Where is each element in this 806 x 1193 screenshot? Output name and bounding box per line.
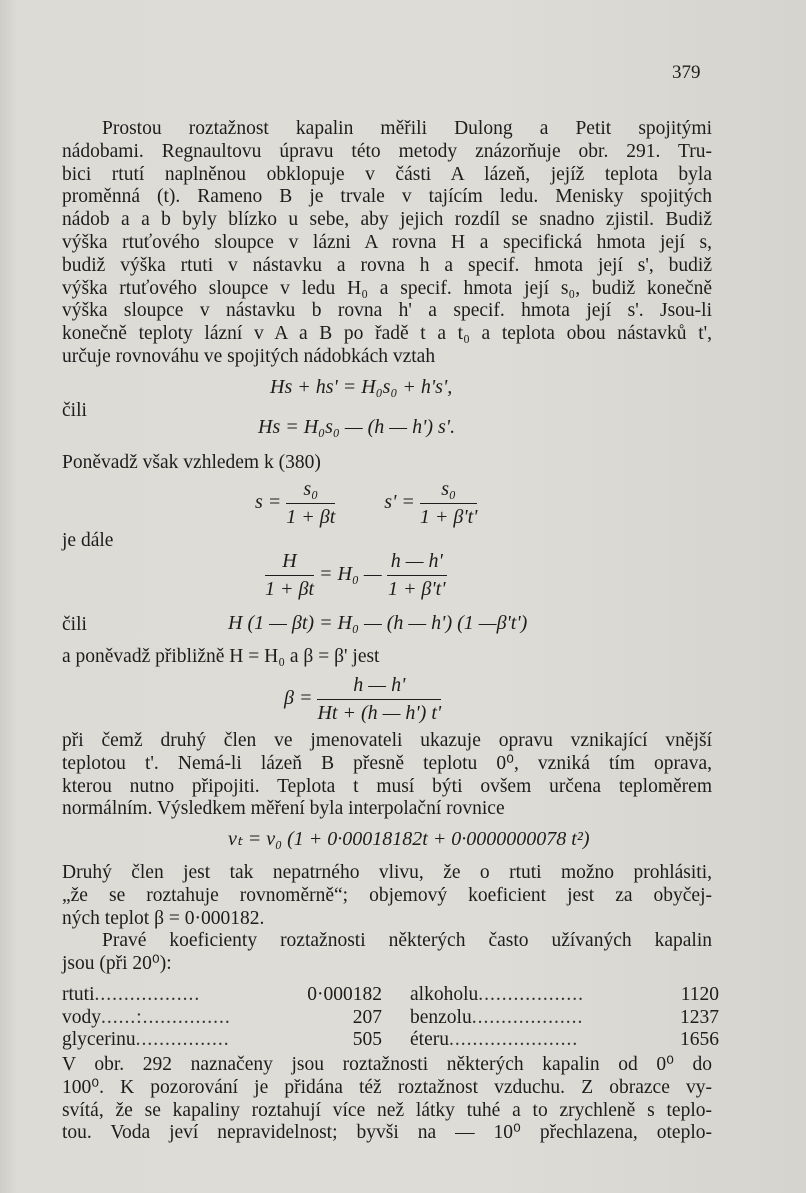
text-line: teplotou t'. Nemá-li lázeň B přesně teplotu 0⁰, vzniká tím oprava, [62, 752, 712, 774]
liquid-name: glycerinu................ [62, 1029, 230, 1050]
intro-paragraph [62, 118, 712, 369]
equation-substituted [265, 550, 447, 601]
closing-paragraph [62, 1054, 712, 1145]
eq4-middle: = H₀ — [319, 563, 382, 586]
text-line: V obr. 292 naznačeny jsou roztažnosti některých kapalin od 0⁰ do [62, 1054, 712, 1075]
page-number: 379 [672, 62, 701, 83]
liquid-name: rtuti.................. [62, 984, 201, 1005]
table-row [62, 984, 722, 1007]
denominator: 1 + β't' [419, 506, 478, 528]
text-line: výška rtuťového sloupce v lázni A rovna H a specifická hmota její s, [62, 231, 712, 253]
equation-specific-mass [255, 478, 477, 529]
text-line: konečně teploty lázní v A a B po řadě t a t₀ a teplota obou nástavků t', [62, 323, 712, 345]
equation-beta [284, 674, 441, 725]
denominator: 1 + β't' [387, 578, 446, 600]
table-row [62, 1007, 722, 1030]
text-line: 100⁰. K pozorování je přidána též roztažnost vzduchu. Z obrazce vy- [62, 1076, 712, 1098]
numerator: H [265, 550, 314, 576]
numerator: s₀ [286, 478, 335, 504]
numerator: s₀ [420, 478, 478, 504]
text-line: výška rtuťového sloupce v ledu H₀ a specif. hmota její s₀, budiž konečně [62, 277, 712, 299]
text-a-ponevadz: a poněvadž přibližně H = H₀ a β = β' jest [62, 646, 380, 667]
numerator: h — h' [317, 674, 441, 700]
eq3-right-lhs: s' = [384, 491, 415, 514]
coefficient-value: 207 [352, 1006, 382, 1028]
fraction [387, 550, 447, 601]
eq3-left-lhs: s = [255, 491, 282, 514]
text-line: „že se roztahuje rovnoměrně“; objemový koeficient jest za obyčej- [62, 884, 712, 906]
liquid-name: alkoholu.................. [410, 984, 584, 1005]
denominator: Ht + (h — h') t' [317, 702, 442, 724]
text-line: určuje rovnováhu ve spojitých nádobkách vztah [62, 345, 436, 367]
liquid-name: benzolu................... [410, 1006, 584, 1028]
text-ponevadz: Poněvadž však vzhledem k (380) [62, 452, 321, 473]
denominator: 1 + βt [265, 578, 315, 600]
coefficient-value: 1237 [680, 1006, 719, 1028]
text-line: výška sloupce v nástavku b rovna h' a specif. hmota její s'. Jsou-li [62, 300, 712, 322]
coefficient-value: 0·000182 [307, 984, 382, 1005]
equation-linear: H (1 — βt) = H₀ — (h — h') (1 —β't') [228, 612, 528, 634]
text-line: proměnná (t). Rameno B je trvale v tajícím ledu. Menisky spojitých [62, 186, 712, 208]
text-line: jsou (při 20⁰): [62, 953, 172, 975]
equation-interpolation: vₜ = v₀ (1 + 0·00018182t + 0·0000000078 t²) [228, 828, 590, 850]
text-line: budiž výška rtuti v nástavku a rovna h a specif. hmota její s', budiž [62, 254, 712, 276]
text-je-dale: je dále [62, 530, 114, 551]
text-line: tou. Voda jeví nepravidelnost; byvši na — 10⁰ přechlazena, oteplo- [62, 1122, 712, 1144]
text-line: nádobami. Regnaultovu úpravu této metody znázorňuje obr. 291. Tru- [62, 140, 712, 162]
text-line: Prostou roztažnost kapalin měřili Dulong a Petit spojitými [102, 118, 712, 139]
middle-paragraph [62, 730, 712, 821]
equation-balance-rearranged: Hs = H₀s₀ — (h — h') s'. [258, 416, 456, 438]
coefficient-value: 1656 [680, 1029, 719, 1050]
denominator: 1 + βt [286, 506, 336, 528]
text-line: ných teplot β = 0·000182. [62, 907, 265, 929]
liquid-name: éteru...................... [410, 1029, 579, 1050]
fraction [317, 674, 441, 725]
text-line: Druhý člen jest tak nepatrného vlivu, že o rtuti možno prohlásiti, [62, 862, 712, 883]
table-row [62, 1029, 722, 1052]
eq6-lhs: β = [284, 687, 313, 710]
text-line: normálním. Výsledkem měření byla interpolační rovnice [62, 798, 505, 820]
text-line: kterou nutno připojiti. Teplota t musí býti ovšem určena teploměrem [62, 775, 712, 797]
text-line: Pravé koeficienty roztažnosti některých často užívaných kapalin [102, 930, 712, 952]
label-cili: čili [62, 400, 87, 421]
text-line: nádob a a b byly blízko u sebe, aby jejich rozdíl se snadno zjistil. Budiž [62, 209, 712, 231]
liquid-name: vody......:............... [62, 1006, 231, 1028]
fraction [420, 478, 478, 529]
after-paragraph [62, 862, 712, 976]
fraction [265, 550, 314, 601]
equation-balance: Hs + hs' = H₀s₀ + h's', [270, 376, 453, 398]
coefficient-value: 1120 [680, 984, 719, 1005]
fraction [286, 478, 335, 529]
coefficients-table [62, 984, 722, 1052]
text-line: bici rtutí naplněnou obklopuje v části A lázeň, jejíž teplota byla [62, 163, 712, 185]
coefficient-value: 505 [352, 1029, 382, 1050]
numerator: h — h' [387, 550, 447, 576]
label-cili: čili [62, 614, 87, 635]
text-line: při čemž druhý člen ve jmenovateli ukazuje opravu vznikající vnější [62, 730, 712, 751]
text-line: svítá, že se kapaliny roztahují více než látky tuhé a to zrychleně s teplo- [62, 1099, 712, 1121]
